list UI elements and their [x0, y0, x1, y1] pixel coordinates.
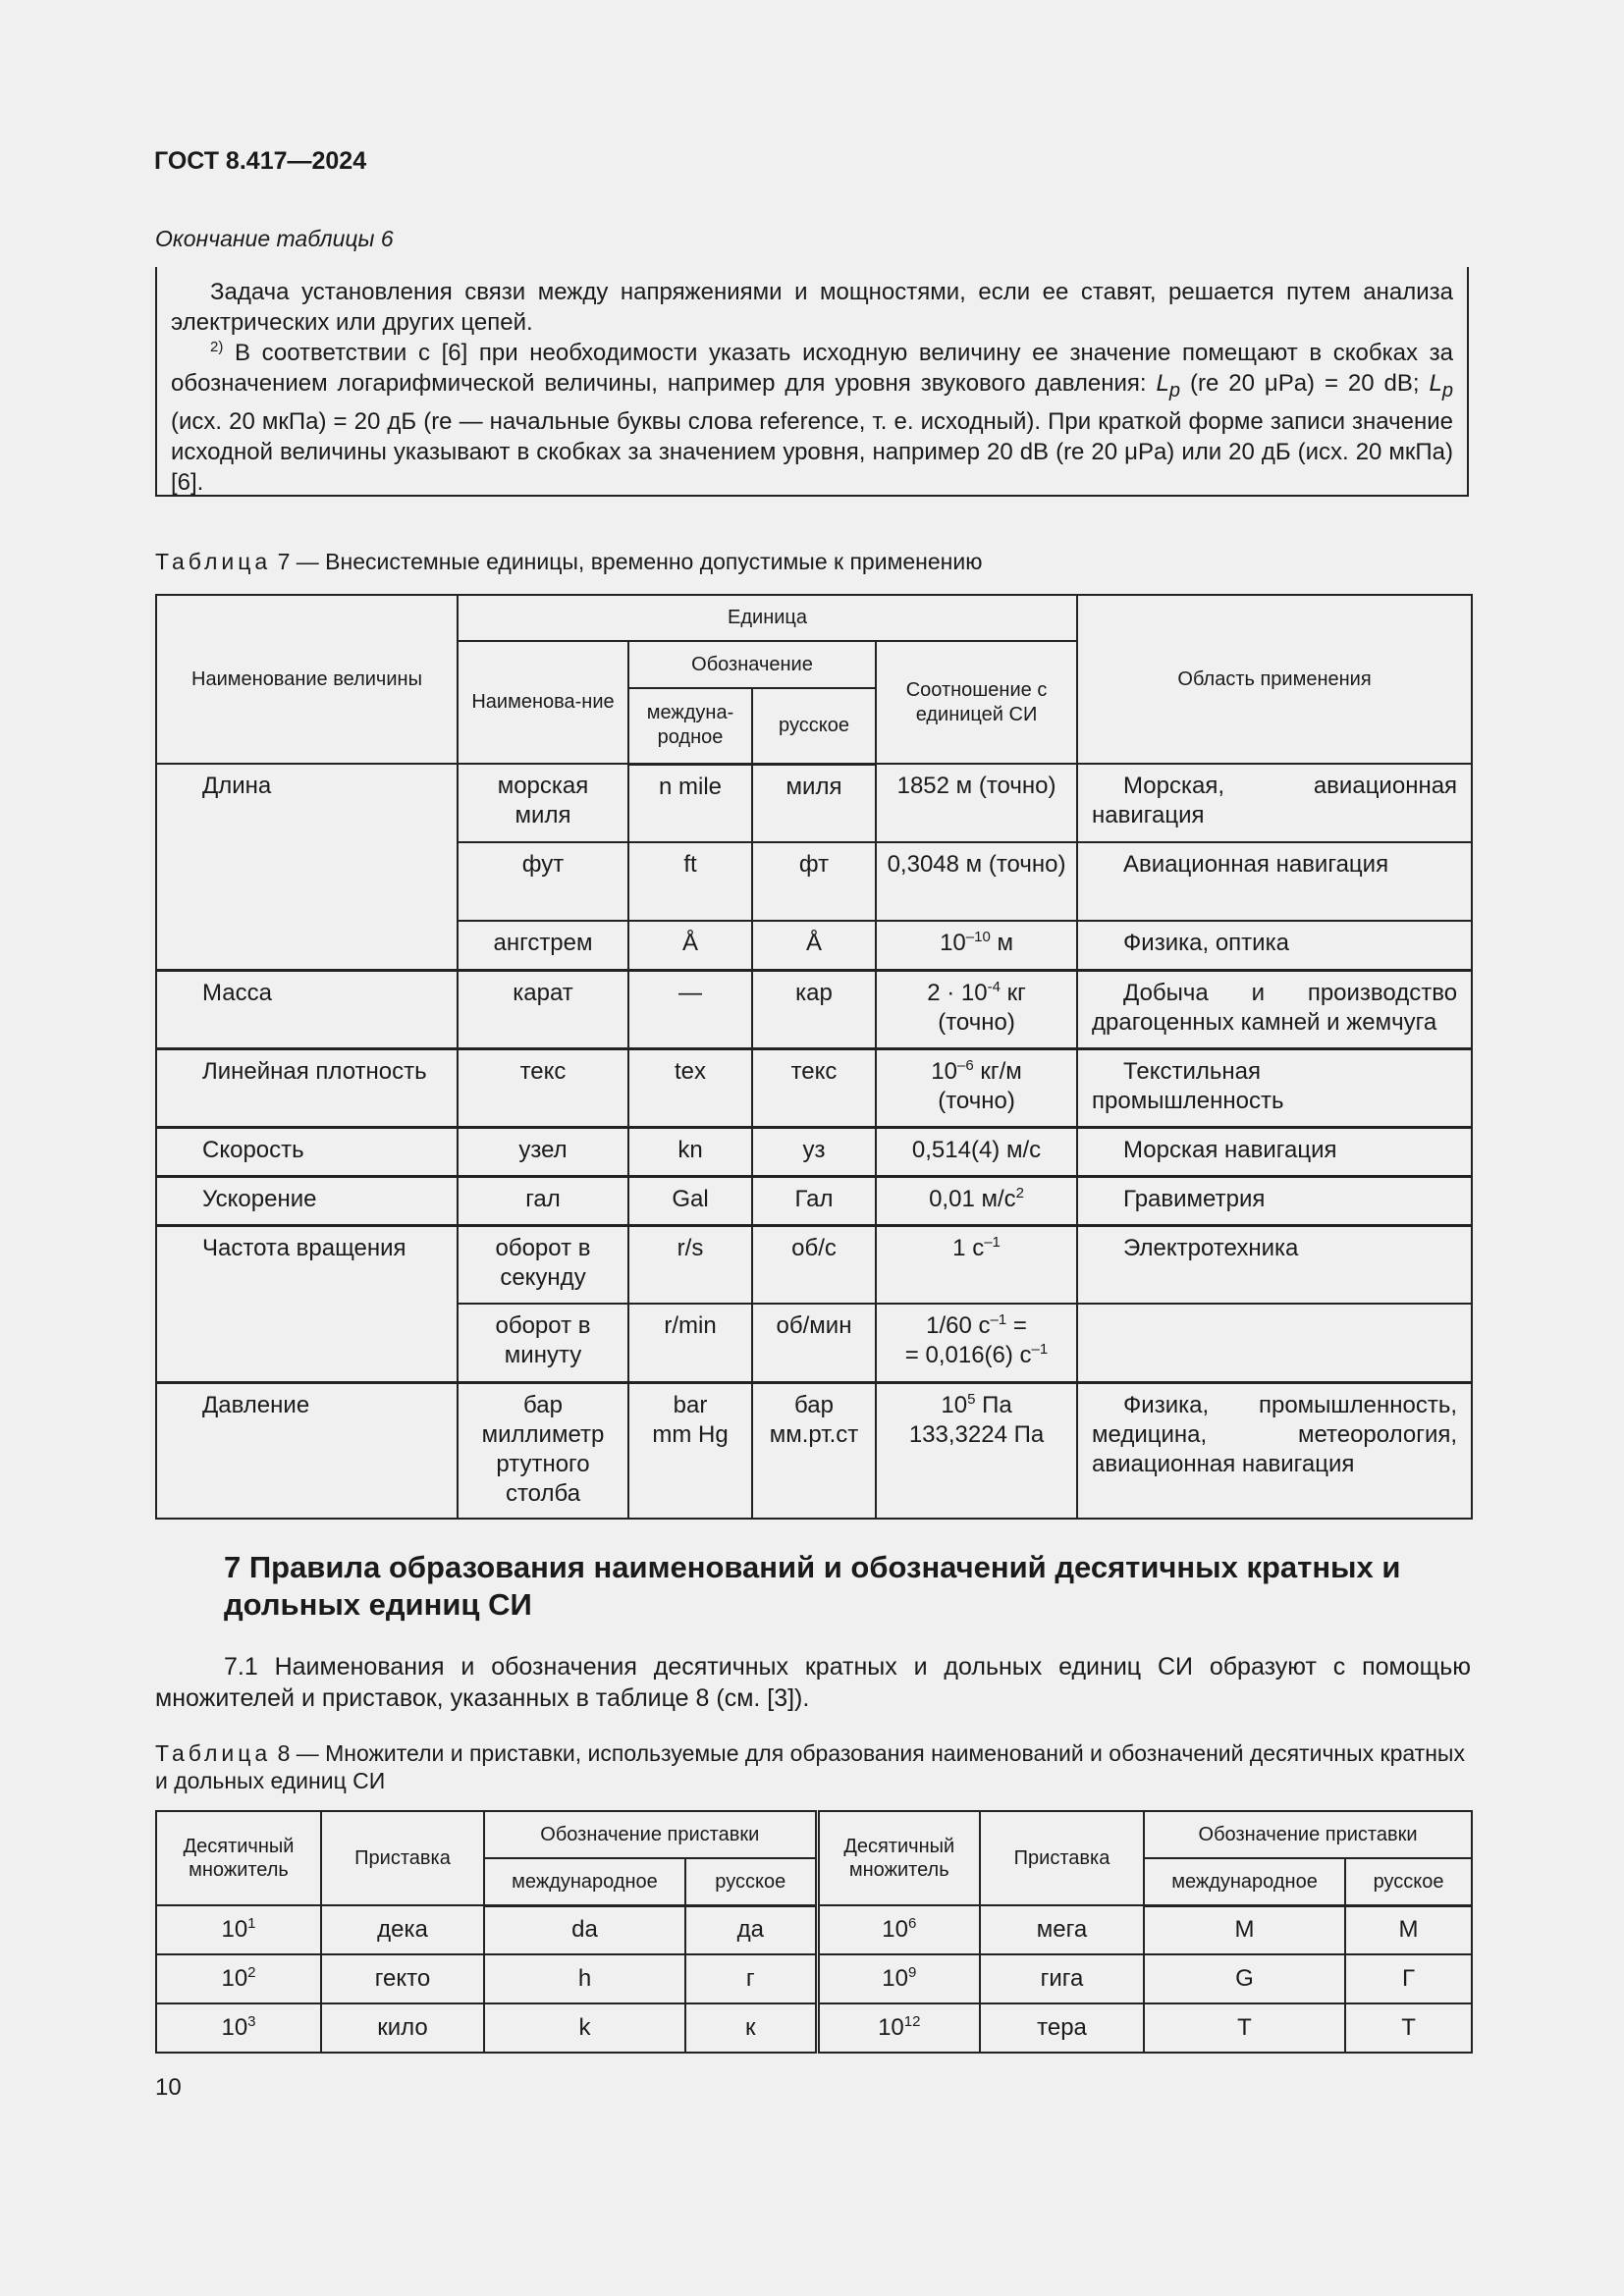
cell-area: [1077, 764, 1472, 842]
mult-base: 10: [882, 1916, 908, 1943]
table-row: [156, 970, 1472, 1048]
header-designation: Обозначение: [628, 641, 876, 688]
area-text: Физика, промышленность, медицина, метеорология, авиационная навигация: [1092, 1391, 1458, 1477]
symbol-p: p: [1168, 379, 1181, 401]
cell-ratio: 0,514(4) м/с: [876, 1127, 1077, 1176]
ratio-note: (точно): [938, 1008, 1015, 1036]
header-area: Область применения: [1077, 595, 1472, 764]
ratio-exp: –6: [956, 1056, 974, 1074]
cell-mult: [156, 2003, 321, 2053]
table-row: [156, 764, 1472, 842]
cell-intl: T: [1144, 2003, 1345, 2053]
cell-intl: tex: [628, 1048, 752, 1127]
mult-base: 10: [221, 1965, 248, 1992]
cell-ratio: [876, 921, 1077, 970]
note-2-text-b: (re 20 μPa) = 20 dB;: [1180, 370, 1430, 397]
ratio-base: 2 · 10: [927, 979, 988, 1006]
cell-prefix: кило: [321, 2003, 484, 2053]
section-7-title: 7 Правила образования наименований и обозначений десятичных кратных и дольных единиц СИ: [224, 1550, 1401, 1622]
cell-quantity: Ускорение: [156, 1176, 458, 1225]
mult-base: 10: [221, 1916, 248, 1943]
cell-prefix: гига: [980, 1954, 1144, 2003]
cell-rus: Å: [752, 921, 876, 970]
page-number: 10: [155, 2074, 182, 2101]
header-desig: Обозначение приставки: [1144, 1811, 1472, 1858]
header-rus: русское: [1345, 1858, 1472, 1905]
area-text: Морская, авиационная навигация: [1092, 773, 1458, 828]
ratio-exp: –10: [965, 929, 991, 945]
ratio-unit: м: [990, 930, 1013, 956]
cell-mult: [817, 1954, 980, 2003]
para-text: 7.1 Наименования и обозначения десятичных кратных и дольных единиц СИ образуют с помощью множителей и приставок, указанных в таблице 8 (см. [3]).: [155, 1653, 1471, 1712]
cell-rus: г: [685, 1954, 817, 2003]
header-ratio: Соотношение с единицей СИ: [876, 641, 1077, 764]
mult-exp: 9: [907, 1964, 917, 1981]
ratio-part: 1/60 с: [926, 1312, 991, 1339]
cell-name: оборот в минуту: [458, 1304, 628, 1382]
note-2-text-c: (исх. 20 мкПа) = 20 дБ (re — начальные буквы слова reference, т. е. исходный). При краткой форме записи значение исходной величины указывают в скобках за значением уровня, например 20 dB (re 20 μPa) или 20 дБ (исх. 20 мкПа) [6].: [171, 407, 1453, 496]
mult-base: 10: [221, 2014, 248, 2041]
table-row: [156, 1127, 1472, 1176]
header-prefix: Приставка: [321, 1811, 484, 1905]
table-continuation-label: Окончание таблицы 6: [155, 226, 394, 251]
ratio-exp: –1: [990, 1311, 1007, 1328]
cell-area: [1077, 1304, 1472, 1382]
cell-mult: [156, 1905, 321, 1954]
cell-area: [1077, 1382, 1472, 1519]
cell-ratio: 0,3048 м (точно): [876, 842, 1077, 921]
cell-name: гал: [458, 1176, 628, 1225]
cell-quantity: Скорость: [156, 1127, 458, 1176]
note-2: [171, 338, 1453, 498]
header-intl: международное: [484, 1858, 685, 1905]
cell-rus: к: [685, 2003, 817, 2053]
cell-name: фут: [458, 842, 628, 921]
mult-exp: 6: [907, 1915, 917, 1932]
cell-ratio: 1852 м (точно): [876, 764, 1077, 842]
cell-area: Авиационная навигация: [1077, 842, 1472, 921]
cell-area: Электротехника: [1077, 1225, 1472, 1304]
cell-ratio: [876, 1048, 1077, 1127]
area-text: Добыча и производство драгоценных камней и жемчуга: [1092, 979, 1458, 1036]
ratio-base: 10: [931, 1057, 957, 1085]
ratio-exp: –1: [984, 1233, 1001, 1251]
cell-area: [1077, 970, 1472, 1048]
cell-intl: [628, 1382, 752, 1519]
ratio-exp: -4: [987, 978, 1001, 995]
cell-name: бар миллиметр ртутного столба: [458, 1382, 628, 1519]
cell-rus: [752, 1382, 876, 1519]
caption-label: Таблица: [155, 1740, 272, 1766]
ratio-exp: –1: [1031, 1341, 1049, 1358]
cell-area: Гравиметрия: [1077, 1176, 1472, 1225]
cell-ratio: [876, 1382, 1077, 1519]
note-2-text-a: В соответствии с [6] при необходимости указать исходную величину ее значение помещают в скобках за обозначением логарифмической величины, например для уровня звукового давления:: [171, 340, 1453, 397]
intl-2: mm Hg: [652, 1420, 729, 1448]
mult-exp: 3: [247, 2013, 256, 2030]
cell-quantity: Линейная плотность: [156, 1048, 458, 1127]
table-row: [156, 1225, 1472, 1304]
header-desig: Обозначение приставки: [484, 1811, 817, 1858]
cell-rus: текс: [752, 1048, 876, 1127]
cell-intl: —: [628, 970, 752, 1048]
cell-rus: уз: [752, 1127, 876, 1176]
symbol-p: p: [1441, 379, 1453, 401]
table-row: [156, 1048, 1472, 1127]
cell-rus: Г: [1345, 1954, 1472, 2003]
table-row: [156, 1905, 1472, 1954]
cell-mult: [156, 1954, 321, 2003]
note-1: Задача установления связи между напряжениями и мощностями, если ее ставят, решается путем анализа электрических или других цепей.: [171, 279, 1453, 336]
cell-intl: kn: [628, 1127, 752, 1176]
caption-text: 7 — Внесистемные единицы, временно допустимые к применению: [271, 549, 983, 574]
ratio-unit: кг: [1000, 979, 1026, 1006]
cell-mult: [817, 1905, 980, 1954]
cell-name: карат: [458, 970, 628, 1048]
cell-ratio: [876, 1225, 1077, 1304]
cell-intl: ft: [628, 842, 752, 921]
cell-intl: r/min: [628, 1304, 752, 1382]
cell-rus: Т: [1345, 2003, 1472, 2053]
ratio-note: (точно): [938, 1087, 1015, 1114]
mult-exp: 2: [247, 1964, 256, 1981]
ratio-unit: Па: [975, 1391, 1012, 1418]
cell-intl: h: [484, 1954, 685, 2003]
cell-intl: G: [1144, 1954, 1345, 2003]
cell-rus: М: [1345, 1905, 1472, 1954]
cell-rus: фт: [752, 842, 876, 921]
cell-area: [1077, 1048, 1472, 1127]
footnote-mark: 2): [210, 339, 224, 355]
cell-name: текс: [458, 1048, 628, 1127]
cell-name: морская миля: [458, 764, 628, 842]
cell-intl: r/s: [628, 1225, 752, 1304]
cell-name: ангстрем: [458, 921, 628, 970]
ratio-part: = 0,016(6) с: [904, 1342, 1032, 1368]
ratio-base: 0,01 м/с: [929, 1185, 1016, 1212]
mult-base: 10: [882, 1965, 908, 1992]
header-mult: Десятичный множитель: [817, 1811, 980, 1905]
table8-caption: [155, 1739, 1471, 1794]
header-intl: междуна-родное: [628, 688, 752, 764]
cell-quantity: Давление: [156, 1382, 458, 1519]
cell-rus: кар: [752, 970, 876, 1048]
document-id: ГОСТ 8.417—2024: [154, 147, 367, 175]
cell-area: Физика, оптика: [1077, 921, 1472, 970]
mult-base: 10: [878, 2014, 904, 2041]
cell-rus: об/с: [752, 1225, 876, 1304]
cell-intl: n mile: [628, 764, 752, 842]
table6-notes: [155, 267, 1469, 497]
cell-rus: да: [685, 1905, 817, 1954]
cell-intl: Gal: [628, 1176, 752, 1225]
cell-name: узел: [458, 1127, 628, 1176]
header-intl: международное: [1144, 1858, 1345, 1905]
ratio-base: 1 с: [952, 1234, 985, 1261]
table-row: [156, 2003, 1472, 2053]
ratio-part: =: [1006, 1312, 1027, 1339]
section-7-paragraph: [155, 1651, 1471, 1714]
cell-prefix: мега: [980, 1905, 1144, 1954]
header-rus: русское: [752, 688, 876, 764]
cell-ratio: [876, 1304, 1077, 1382]
ratio-base: 10: [941, 1391, 968, 1418]
table7: [155, 594, 1473, 1520]
ratio-exp: 5: [967, 1390, 976, 1408]
table-row: [156, 1954, 1472, 2003]
header-unit: Единица: [458, 595, 1077, 641]
header-quantity: Наименование величины: [156, 595, 458, 764]
symbol-L: L: [1156, 370, 1169, 397]
rus-2: мм.рт.ст: [769, 1420, 859, 1448]
cell-prefix: гекто: [321, 1954, 484, 2003]
ratio-unit: кг/м: [973, 1057, 1022, 1085]
symbol-L: L: [1429, 370, 1442, 397]
ratio-2: 133,3224 Па: [908, 1420, 1045, 1448]
cell-prefix: дека: [321, 1905, 484, 1954]
caption-text: 8 — Множители и приставки, используемые для образования наименований и обозначений десятичных кратных и дольных единиц СИ: [155, 1740, 1465, 1793]
area-text: Текстильная промышленность: [1092, 1057, 1284, 1114]
intl-1: bar: [673, 1391, 708, 1418]
cell-ratio: [876, 970, 1077, 1048]
mult-exp: 1: [247, 1915, 256, 1932]
cell-area: Морская навигация: [1077, 1127, 1472, 1176]
cell-intl: Å: [628, 921, 752, 970]
cell-ratio: [876, 1176, 1077, 1225]
cell-rus: Гал: [752, 1176, 876, 1225]
ratio-exp: 2: [1015, 1184, 1024, 1201]
cell-intl: k: [484, 2003, 685, 2053]
cell-quantity: Длина: [156, 764, 458, 970]
cell-rus: миля: [752, 764, 876, 842]
table7-caption: [155, 548, 1471, 575]
cell-quantity: Частота вращения: [156, 1225, 458, 1382]
cell-intl: da: [484, 1905, 685, 1954]
mult-exp: 12: [903, 2013, 921, 2030]
table-row: [156, 1176, 1472, 1225]
cell-rus: об/мин: [752, 1304, 876, 1382]
table-row: [156, 1382, 1472, 1519]
rus-1: бар: [794, 1391, 834, 1418]
cell-intl: M: [1144, 1905, 1345, 1954]
header-prefix: Приставка: [980, 1811, 1144, 1905]
cell-prefix: тера: [980, 2003, 1144, 2053]
ratio-base: 10: [940, 930, 966, 956]
header-rus: русское: [685, 1858, 817, 1905]
caption-label: Таблица: [155, 549, 272, 574]
table8: [155, 1810, 1473, 2054]
cell-mult: [817, 2003, 980, 2053]
cell-name: оборот в секунду: [458, 1225, 628, 1304]
header-unit-name: Наименова-ние: [458, 641, 628, 764]
header-mult: Десятичный множитель: [156, 1811, 321, 1905]
cell-quantity: Масса: [156, 970, 458, 1048]
